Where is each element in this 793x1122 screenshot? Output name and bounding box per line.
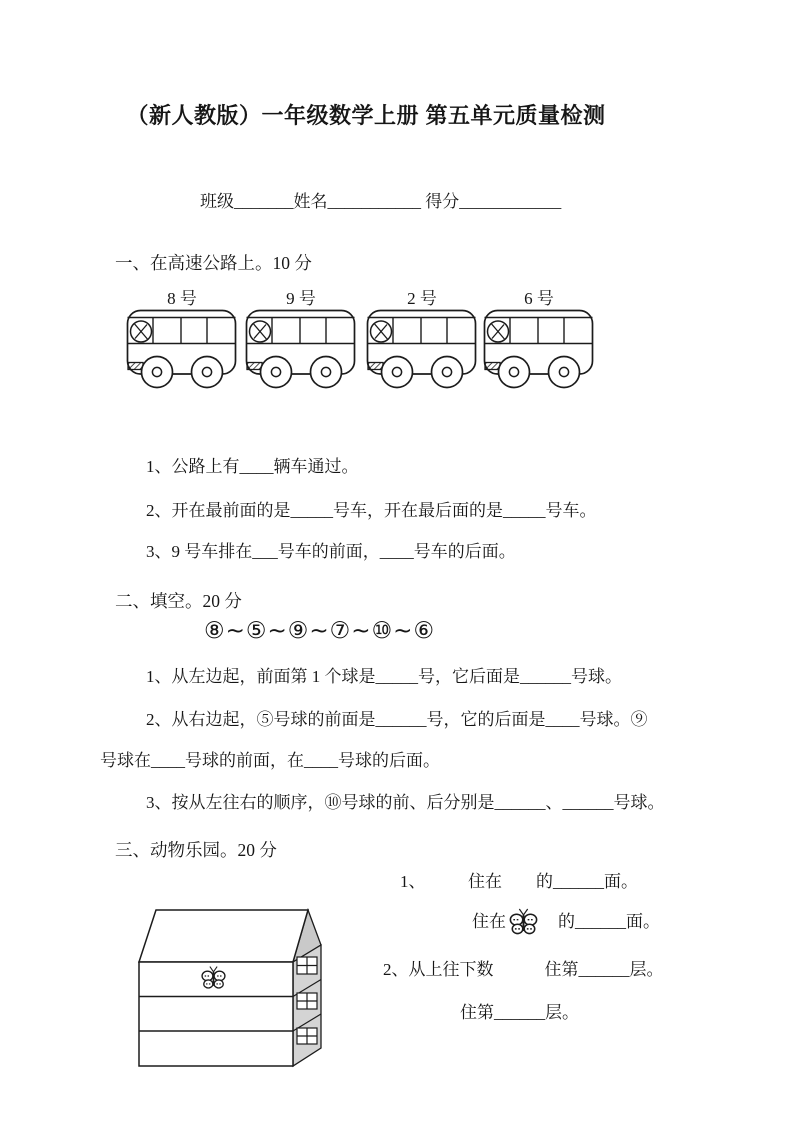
s3-question-2a: 2、从上往下数 住第______层。	[383, 960, 664, 979]
s3-question-1b	[472, 906, 660, 937]
ball-sequence: ⑧~⑤~⑨~⑦~⑩~⑥	[204, 618, 436, 644]
butterfly-icon	[508, 906, 539, 937]
section2-heading: 二、填空。20 分	[115, 591, 242, 611]
bus-figure-4	[483, 288, 595, 398]
s2-question-2: 2、从右边起，⑤号球的前面是______号，它的后面是____号球。⑨	[146, 710, 648, 729]
class-blank: _______	[234, 192, 294, 211]
bus-figure-3	[366, 288, 478, 398]
house-figure	[130, 895, 344, 1079]
name-blank: ___________	[327, 192, 421, 211]
bus-figure-2	[245, 288, 357, 398]
s1-question-1: 1、公路上有____辆车通过。	[146, 457, 359, 476]
s3-q1b-prefix: 住在	[472, 911, 506, 931]
s3-question-2b: 住第______层。	[460, 1003, 579, 1022]
class-label: 班级	[200, 192, 234, 211]
s3-question-1a: 1、 住在 的______面。	[400, 872, 638, 891]
bus-icon	[245, 309, 357, 393]
s3-q1b-suffix: 的______面。	[541, 911, 660, 931]
page-title: （新人教版）一年级数学上册 第五单元质量检测	[126, 103, 606, 128]
bus-icon	[366, 309, 478, 393]
bus-icon	[483, 309, 595, 393]
bus-label-2: 9 号	[286, 289, 316, 308]
s1-question-3: 3、9 号车排在___号车的前面，____号车的后面。	[146, 542, 516, 561]
bus-label-1: 8 号	[167, 289, 197, 308]
score-blank: ____________	[459, 192, 562, 211]
score-label: 得分	[425, 192, 460, 211]
side-window-row	[297, 957, 317, 1044]
bus-label-3: 2 号	[407, 289, 437, 308]
s1-question-2: 2、开在最前面的是_____号车，开在最后面的是_____号车。	[146, 501, 597, 520]
s2-question-2-continued: 号球在____号球的前面，在____号球的后面。	[100, 751, 440, 770]
bus-icon	[126, 309, 238, 393]
name-label: 姓名	[293, 192, 328, 211]
bus-label-4: 6 号	[524, 289, 554, 308]
bus-figure-1	[126, 288, 238, 398]
section1-heading: 一、在高速公路上。10 分	[115, 253, 312, 273]
section3-heading: 三、动物乐园。20 分	[115, 840, 277, 860]
student-info-line	[200, 187, 561, 212]
s2-question-1: 1、从左边起，前面第 1 个球是_____号，它后面是______号球。	[146, 667, 622, 686]
s2-question-3: 3、按从左往右的顺序，⑩号球的前、后分别是______、______号球。	[146, 793, 665, 812]
